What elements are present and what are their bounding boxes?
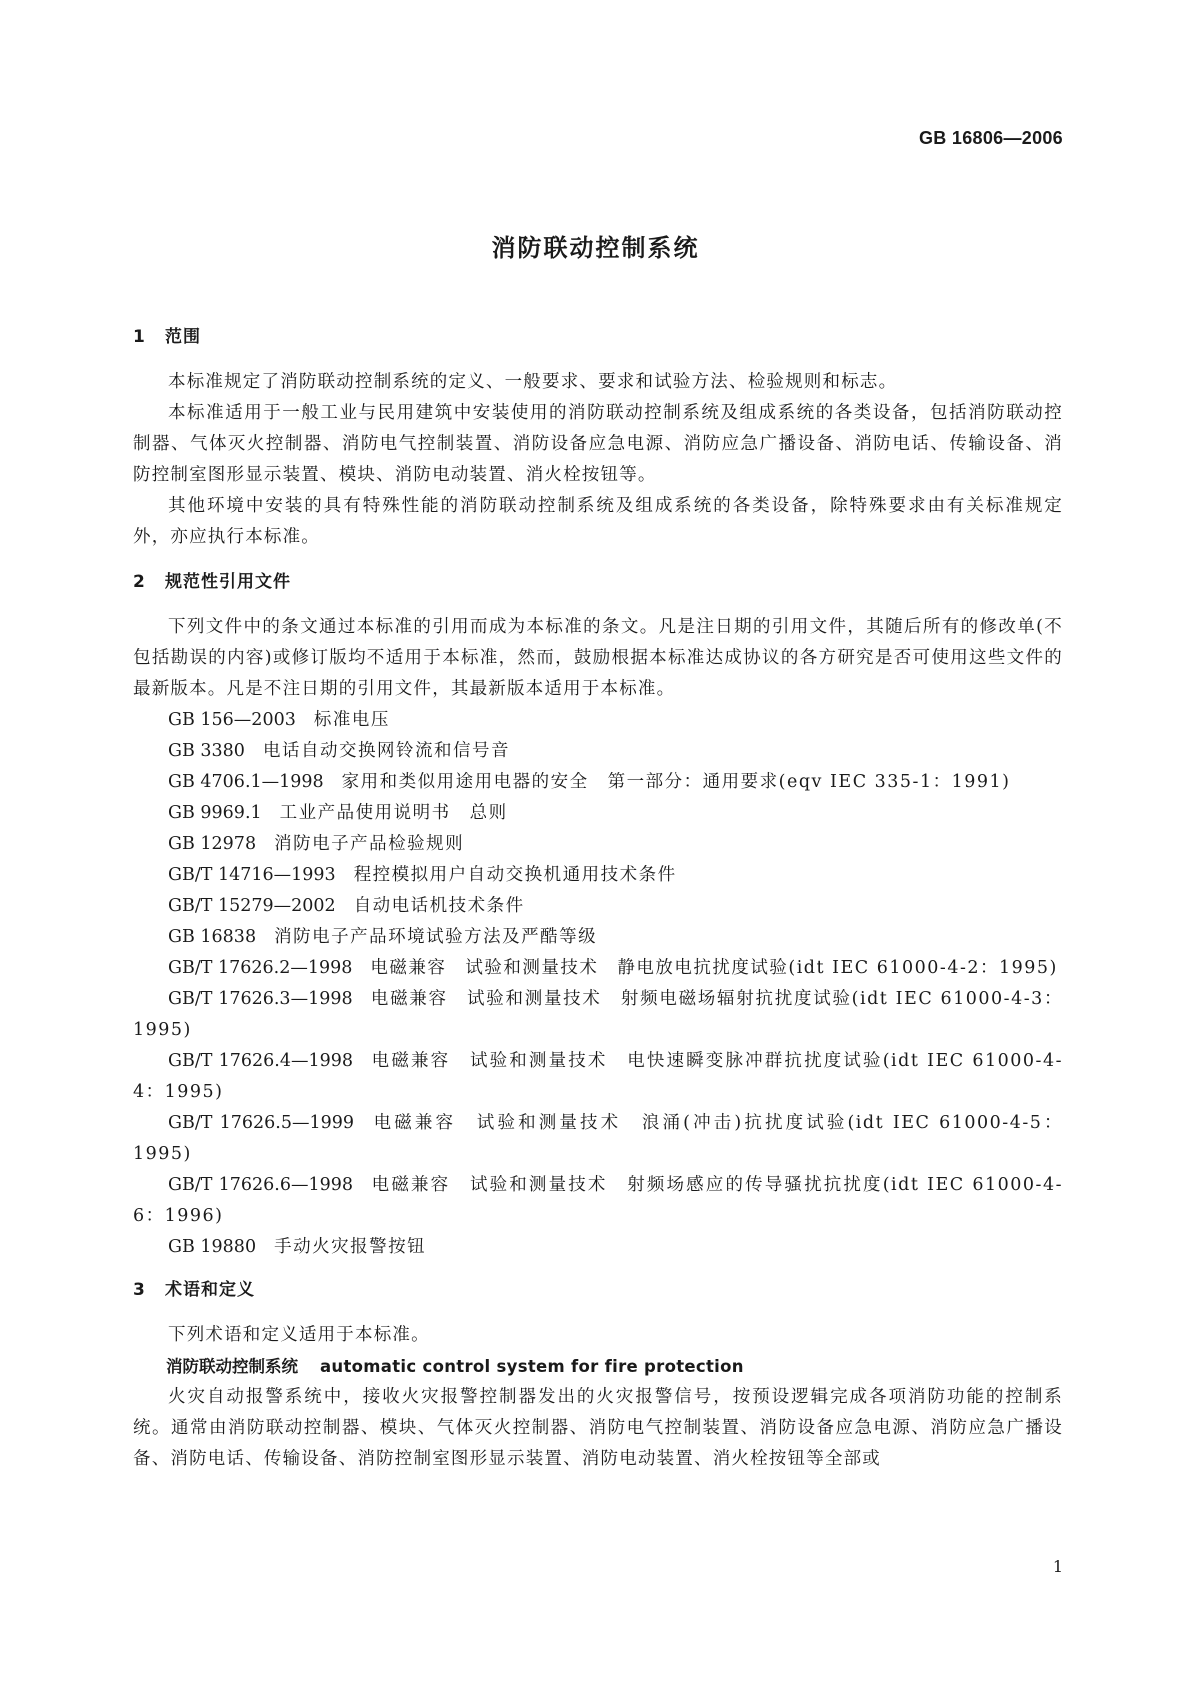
reference-item xyxy=(133,1232,1063,1263)
term-english: automatic control system for fire protection xyxy=(320,1357,744,1376)
section-number: 3 xyxy=(133,1280,146,1300)
section-1-heading xyxy=(133,322,1063,353)
reference-code: GB 19880 xyxy=(168,1237,257,1257)
reference-code: GB/T 17626.6—1998 xyxy=(168,1175,354,1195)
reference-item xyxy=(133,705,1063,736)
reference-item xyxy=(133,1108,1063,1170)
reference-title: 工业产品使用说明书 总则 xyxy=(279,803,508,823)
document-title: 消防联动控制系统 xyxy=(491,234,700,262)
paragraph: 下列文件中的条文通过本标准的引用而成为本标准的条文。凡是注日期的引用文件，其随后所有的修改单(不包括勘误的内容)或修订版均不适用于本标准，然而，鼓励根据本标准达成协议的各方研究是否可使用这些文件的最新版本。凡是不注日期的引用文件，其最新版本适用于本标准。 xyxy=(133,617,1063,699)
reference-item xyxy=(133,860,1063,891)
term-definition: 火灾自动报警系统中，接收火灾报警控制器发出的火灾报警信号，按预设逻辑完成各项消防功能的控制系统。通常由消防联动控制器、模块、气体灭火控制器、消防电气控制装置、消防设备应急电源、消防应急广播设备、消防电话、传输设备、消防控制室图形显示装置、消防电动装置、消火栓按钮等全部或 xyxy=(133,1387,1063,1469)
reference-item xyxy=(133,1170,1063,1232)
reference-code: GB/T 17626.3—1998 xyxy=(168,989,353,1009)
reference-title: 电磁兼容 试验和测量技术 静电放电抗扰度试验(idt IEC 61000-4-2：1995) xyxy=(370,958,1058,978)
section-title: 术语和定义 xyxy=(165,1280,255,1300)
paragraph: 其他环境中安装的具有特殊性能的消防联动控制系统及组成系统的各类设备，除特殊要求由有关标准规定外，亦应执行本标准。 xyxy=(133,496,1063,547)
reference-item xyxy=(133,953,1063,984)
term-entry xyxy=(133,1351,1063,1382)
reference-code: GB 3380 xyxy=(168,741,245,761)
reference-code: GB/T 15279—2002 xyxy=(168,896,336,916)
reference-code: GB 156—2003 xyxy=(168,710,296,730)
term-chinese: 消防联动控制系统 xyxy=(166,1357,298,1376)
reference-title: 电磁兼容 试验和测量技术 射频场感应的传导骚扰抗扰度(idt IEC 61000-4-6：1996) xyxy=(133,1175,1063,1226)
reference-code: GB/T 14716—1993 xyxy=(168,865,336,885)
section-number: 2 xyxy=(133,572,146,592)
reference-code: GB 4706.1—1998 xyxy=(168,772,324,792)
section-2-heading xyxy=(133,567,1063,598)
section-number: 1 xyxy=(133,327,146,347)
reference-item xyxy=(133,891,1063,922)
paragraph: 本标准规定了消防联动控制系统的定义、一般要求、要求和试验方法、检验规则和标志。 xyxy=(168,372,898,392)
reference-title: 消防电子产品检验规则 xyxy=(274,834,465,854)
reference-code: GB/T 17626.5—1999 xyxy=(168,1113,355,1133)
reference-title: 标准电压 xyxy=(313,710,390,730)
reference-title: 程控模拟用户自动交换机通用技术条件 xyxy=(353,865,677,885)
paragraph: 下列术语和定义适用于本标准。 xyxy=(168,1325,430,1345)
standard-code: GB 16806—2006 xyxy=(919,128,1063,148)
reference-item xyxy=(133,829,1063,860)
reference-title: 手动火灾报警按钮 xyxy=(274,1237,427,1257)
reference-title: 电磁兼容 试验和测量技术 电快速瞬变脉冲群抗扰度试验(idt IEC 61000-4-4：1995) xyxy=(133,1051,1063,1102)
reference-item xyxy=(133,767,1063,798)
page-number: 1 xyxy=(1052,1557,1063,1576)
paragraph: 本标准适用于一般工业与民用建筑中安装使用的消防联动控制系统及组成系统的各类设备，包括消防联动控制器、气体灭火控制器、消防电气控制装置、消防设备应急电源、消防应急广播设备、消防电话、传输设备、消防控制室图形显示装置、模块、消防电动装置、消火栓按钮等。 xyxy=(133,403,1063,485)
reference-title: 电磁兼容 试验和测量技术 射频电磁场辐射抗扰度试验(idt IEC 61000-4-3：1995) xyxy=(133,989,1064,1040)
reference-item xyxy=(133,922,1063,953)
reference-item xyxy=(133,1046,1063,1108)
section-title: 范围 xyxy=(165,327,201,347)
reference-code: GB/T 17626.4—1998 xyxy=(168,1051,354,1071)
reference-code: GB 16838 xyxy=(168,927,257,947)
section-title: 规范性引用文件 xyxy=(165,572,291,592)
reference-title: 家用和类似用途用电器的安全 第一部分：通用要求(eqv IEC 335-1：1991) xyxy=(341,772,1011,792)
reference-item xyxy=(133,736,1063,767)
reference-title: 消防电子产品环境试验方法及严酷等级 xyxy=(274,927,598,947)
reference-code: GB 9969.1 xyxy=(168,803,262,823)
reference-code: GB 12978 xyxy=(168,834,257,854)
reference-item xyxy=(133,984,1063,1046)
reference-title: 自动电话机技术条件 xyxy=(353,896,525,916)
reference-item xyxy=(133,798,1063,829)
reference-title: 电话自动交换网铃流和信号音 xyxy=(262,741,510,761)
reference-title: 电磁兼容 试验和测量技术 浪涌(冲击)抗扰度试验(idt IEC 61000-4-5：1995) xyxy=(133,1113,1064,1164)
section-3-heading xyxy=(133,1275,1063,1306)
document-body xyxy=(133,322,1063,1475)
reference-code: GB/T 17626.2—1998 xyxy=(168,958,353,978)
